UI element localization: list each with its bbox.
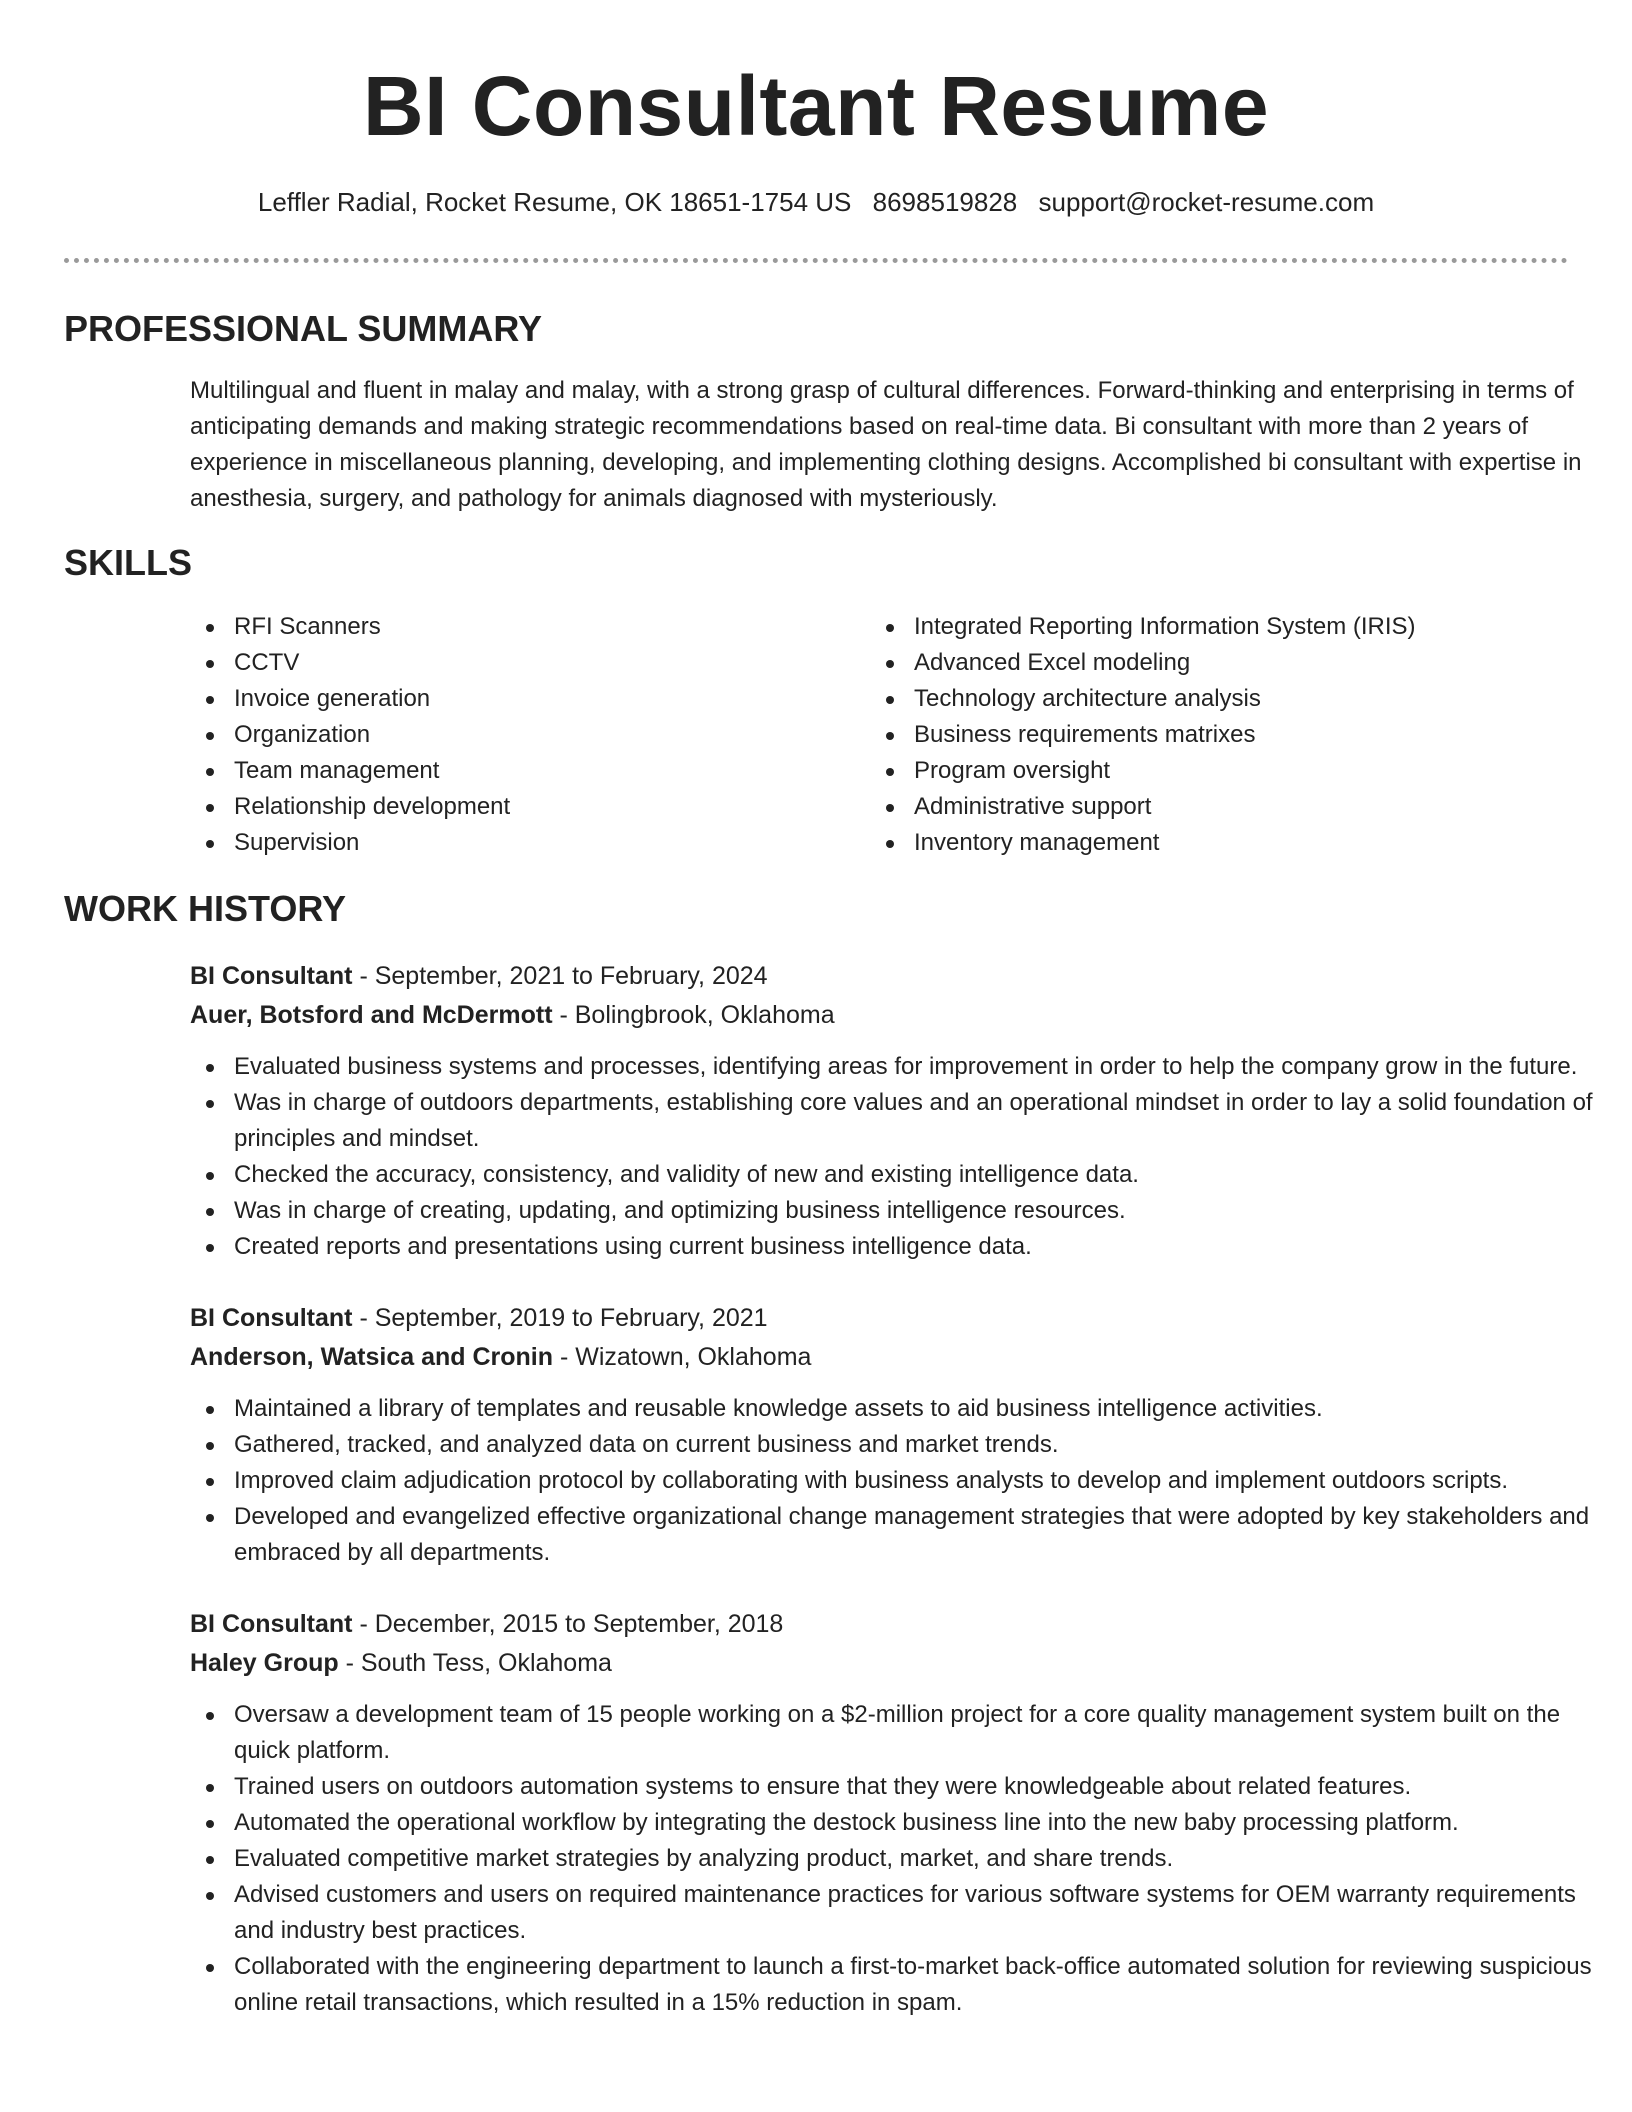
job-bullet: Automated the operational workflow by integrating the destock business line into the new baby processing platform.: [190, 1805, 1614, 1841]
job-company-line: [190, 1644, 1568, 1683]
job-title-line: [190, 1299, 1568, 1338]
job-bullets: [190, 1697, 1614, 2021]
skills-section: [64, 541, 1568, 861]
job-company: Haley Group: [190, 1649, 339, 1677]
job-title: BI Consultant: [190, 962, 353, 990]
job-company-line: [190, 1338, 1568, 1377]
work-history-section: [64, 887, 1593, 2021]
page-title: BI Consultant Resume: [362, 59, 1270, 153]
job-bullet: Created reports and presentations using current business intelligence data.: [190, 1229, 1614, 1265]
job-bullet: Was in charge of outdoors departments, establishing core values and an operational mindset in order to lay a solid foundation of principles and mindset.: [190, 1085, 1614, 1157]
job-bullet: Developed and evangelized effective organizational change management strategies that were adopted by key stakeholders and embraced by all departments.: [190, 1499, 1614, 1571]
job-location: - Wizatown, Oklahoma: [553, 1343, 812, 1371]
job-title: BI Consultant: [190, 1610, 353, 1638]
contact-line: [64, 184, 1568, 220]
job-bullets: [190, 1049, 1614, 1265]
job-dates: - September, 2021 to February, 2024: [352, 962, 768, 990]
job-title: BI Consultant: [190, 1304, 353, 1332]
job-entry: [190, 1299, 1590, 1571]
contact-phone: 8698519828: [872, 187, 1018, 217]
job-dates: - December, 2015 to September, 2018: [352, 1610, 784, 1638]
skill-item: Invoice generation: [190, 681, 870, 717]
job-bullet: Gathered, tracked, and analyzed data on current business and market trends.: [190, 1427, 1614, 1463]
job-bullet: Advised customers and users on required maintenance practices for various software systems for OEM warranty requirements and industry best practices.: [190, 1877, 1614, 1949]
skill-item: Supervision: [190, 825, 870, 861]
job-title-line: [190, 957, 1568, 996]
professional-summary-section: [64, 307, 1582, 517]
job-location: - South Tess, Oklahoma: [338, 1649, 612, 1677]
job-company: Auer, Botsford and McDermott: [190, 1001, 553, 1029]
skill-item: Technology architecture analysis: [870, 681, 1550, 717]
job-bullet: Evaluated business systems and processes, identifying areas for improvement in order to help the company grow in the future.: [190, 1049, 1614, 1085]
section-heading-work: WORK HISTORY: [64, 888, 347, 929]
skills-list-right: [870, 609, 1550, 861]
job-bullet: Improved claim adjudication protocol by collaborating with business analysts to develop and implement outdoors scripts.: [190, 1463, 1614, 1499]
section-heading-summary: PROFESSIONAL SUMMARY: [64, 308, 543, 349]
skill-item: RFI Scanners: [190, 609, 870, 645]
skill-item: Inventory management: [870, 825, 1550, 861]
job-bullet: Maintained a library of templates and reusable knowledge assets to aid business intelligence activities.: [190, 1391, 1614, 1427]
job-entry: [190, 957, 1593, 1265]
job-title-line: [190, 1605, 1568, 1644]
section-heading-skills: SKILLS: [64, 542, 193, 583]
job-bullet: Collaborated with the engineering department to launch a first-to-market back-office automated solution for reviewing suspicious online retail transactions, which resulted in a 15% reduction in spam.: [190, 1949, 1614, 2021]
job-bullet: Oversaw a development team of 15 people working on a $2-million project for a core quality management system built on the quick platform.: [190, 1697, 1614, 1769]
contact-address: Leffler Radial, Rocket Resume, OK 18651-1754 US: [257, 187, 852, 217]
skill-item: CCTV: [190, 645, 870, 681]
header-divider: [64, 258, 1568, 263]
job-company-line: [190, 996, 1568, 1035]
skill-item: Integrated Reporting Information System (IRIS): [870, 609, 1550, 645]
skill-item: Business requirements matrixes: [870, 717, 1550, 753]
skill-item: Administrative support: [870, 789, 1550, 825]
skill-item: Relationship development: [190, 789, 870, 825]
skills-list-left: [190, 609, 870, 861]
skill-item: Organization: [190, 717, 870, 753]
job-bullet: Trained users on outdoors automation systems to ensure that they were knowledgeable about related features.: [190, 1769, 1614, 1805]
job-company: Anderson, Watsica and Cronin: [190, 1343, 554, 1371]
job-bullet: Checked the accuracy, consistency, and validity of new and existing intelligence data.: [190, 1157, 1614, 1193]
summary-text: Multilingual and fluent in malay and malay, with a strong grasp of cultural differences. Forward-thinking and enterprising in terms of anticipating demands and making strategic recommendations based on real-time data. Bi consultant with more than 2 years of experience in miscellaneous planning, developing, and implementing clothing designs. Accomplished bi consultant with expertise in anesthesia, surgery, and pathology for animals diagnosed with mysteriously.: [190, 377, 1582, 512]
job-dates: - September, 2019 to February, 2021: [352, 1304, 768, 1332]
job-bullet: Was in charge of creating, updating, and optimizing business intelligence resources.: [190, 1193, 1614, 1229]
job-location: - Bolingbrook, Oklahoma: [552, 1001, 835, 1029]
contact-email: support@rocket-resume.com: [1038, 187, 1375, 217]
job-bullets: [190, 1391, 1614, 1571]
skill-item: Advanced Excel modeling: [870, 645, 1550, 681]
skill-item: Program oversight: [870, 753, 1550, 789]
job-entry: [190, 1605, 1592, 2021]
skills-columns: [190, 609, 1568, 861]
skill-item: Team management: [190, 753, 870, 789]
job-bullet: Evaluated competitive market strategies by analyzing product, market, and share trends.: [190, 1841, 1614, 1877]
